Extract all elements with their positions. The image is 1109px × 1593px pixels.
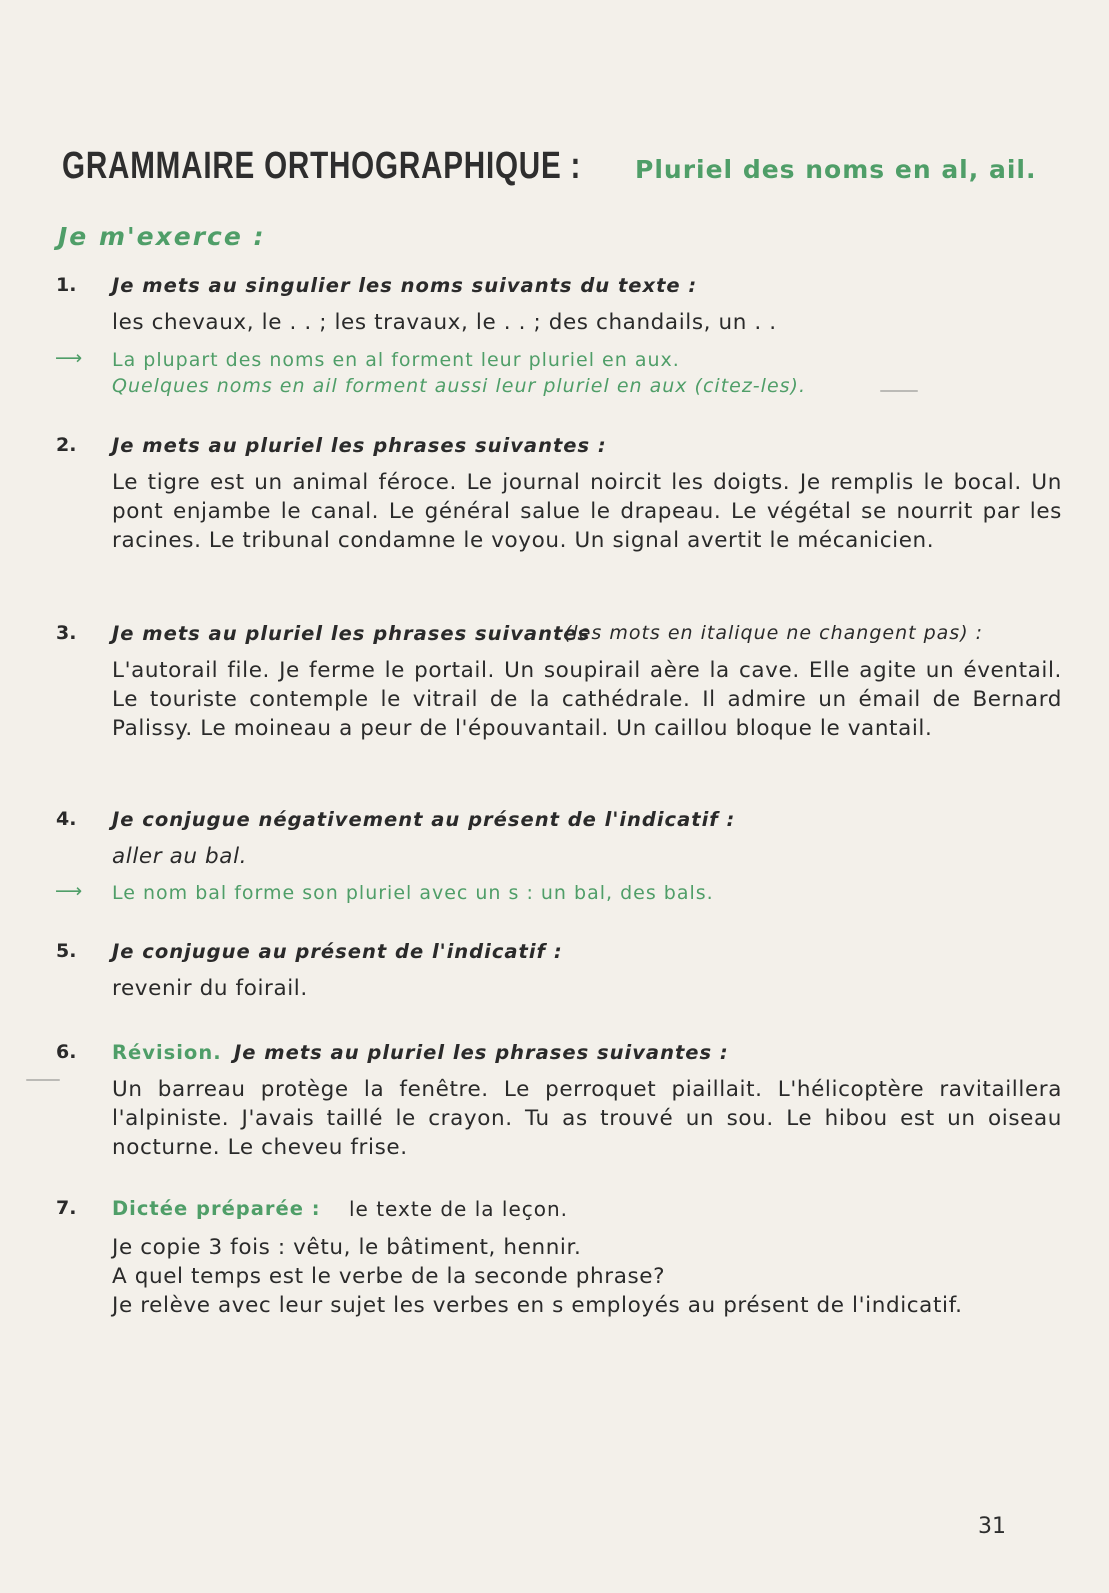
paper-smudge [26,1079,60,1081]
rule-note: Le nom bal forme son pluriel avec un s : un bal, des bals. [112,882,714,904]
exercise-number: 4. [56,808,77,830]
exercise-number: 5. [56,940,77,962]
exercise-instruction: Je conjugue négativement au présent de l'indicatif : [112,808,736,831]
exercise-instruction: le texte de la leçon. [349,1197,569,1221]
exercise-instruction: Je mets au singulier les noms suivants du texte : [112,274,698,297]
exercise-number: 3. [56,622,77,644]
exercise-line: aller au bal. [112,844,248,869]
exercise-line: Je copie 3 fois : vêtu, le bâtiment, hennir. [112,1235,582,1260]
rule-note: Quelques noms en ail forment aussi leur pluriel en aux (citez-les). [112,375,806,397]
exercise-number: 7. [56,1197,77,1219]
rule-note: La plupart des noms en al forment leur pluriel en aux. [112,349,680,371]
exercise-label: Dictée préparée : [112,1197,321,1220]
section-heading: Je m'exerce : [58,222,266,251]
exercise-instruction: Je mets au pluriel les phrases suivantes : [234,1041,729,1064]
exercise-number: 6. [56,1041,77,1063]
paper-smudge [880,390,918,392]
title-subtitle: Pluriel des noms en al, ail. [635,155,1037,184]
arrow-icon: ⟶ [55,347,83,369]
exercise-number: 2. [56,434,77,456]
page-number: 31 [978,1514,1006,1539]
exercise-line: les chevaux, le . . ; les travaux, le . . ; des chandails, un . . [112,310,777,335]
exercise-instruction: Je mets au pluriel les phrases suivantes [112,622,591,645]
exercise-line: A quel temps est le verbe de la seconde phrase? [112,1264,666,1289]
title-main: GRAMMAIRE ORTHOGRAPHIQUE : [62,145,582,187]
exercise-instruction-aside: (les mots en italique ne changent pas) : [564,622,984,644]
exercise-text: L'autorail file. Je ferme le portail. Un soupirail aère la cave. Elle agite un éventail. Le touriste contemple le vitrail de la cathédrale. Il admire un émail de Bernard Palissy. Le moineau a peur de l'épouvantail. Un caillou bloque le vantail. [112,658,1062,741]
exercise-instruction: Je conjugue au présent de l'indicatif : [112,940,563,963]
exercise-line: Je relève avec leur sujet les verbes en s employés au présent de l'indicatif. [112,1293,963,1318]
exercise-number: 1. [56,274,77,296]
exercise-label: Révision. [112,1041,222,1064]
page-title [62,145,1037,188]
exercise-text: Un barreau protège la fenêtre. Le perroquet piaillait. L'hélicoptère ravitaillera l'alpiniste. J'avais taillé le crayon. Tu as trouvé un sou. Le hibou est un oiseau nocturne. Le cheveu frise. [112,1077,1062,1160]
exercise-text: Le tigre est un animal féroce. Le journal noircit les doigts. Je remplis le bocal. Un pont enjambe le canal. Le général salue le drapeau. Le végétal se nourrit par les racines. Le tribunal condamne le voyou. Un signal avertit le mécanicien. [112,470,1062,553]
exercise-line: revenir du foirail. [112,976,308,1001]
arrow-icon: ⟶ [55,880,83,902]
exercise-instruction: Je mets au pluriel les phrases suivantes : [112,434,607,457]
